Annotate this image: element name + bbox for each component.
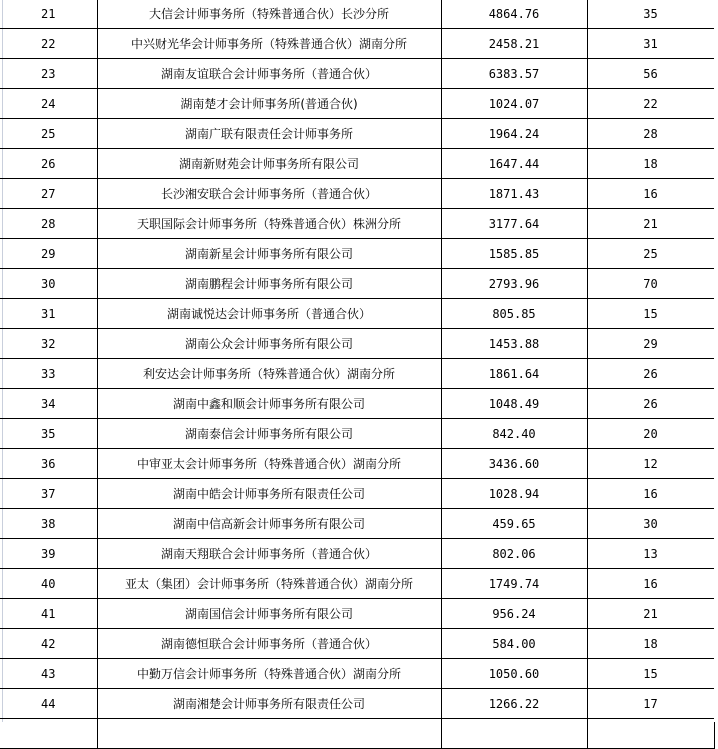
firm-name-cell: 亚太（集团）会计师事务所（特殊普通合伙）湖南分所 xyxy=(97,569,441,599)
table-row xyxy=(0,29,714,59)
firm-name-cell: 大信会计师事务所（特殊普通合伙）长沙分所 xyxy=(97,0,441,29)
count-cell: 28 xyxy=(587,119,714,149)
table-row xyxy=(0,149,714,179)
amount-cell: 1266.22 xyxy=(441,689,587,719)
count-cell: 26 xyxy=(587,359,714,389)
firm-name-cell: 湖南友谊联合会计师事务所（普通合伙） xyxy=(97,59,441,89)
row-index-cell: 30 xyxy=(0,269,97,299)
amount-cell: 1028.94 xyxy=(441,479,587,509)
row-index-cell: 27 xyxy=(0,179,97,209)
firm-name-cell: 湖南中信高新会计师事务所有限公司 xyxy=(97,509,441,539)
firm-name-cell: 湖南广联有限责任会计师事务所 xyxy=(97,119,441,149)
firm-name-cell: 天职国际会计师事务所（特殊普通合伙）株洲分所 xyxy=(97,209,441,239)
count-cell: 16 xyxy=(587,569,714,599)
table-row xyxy=(0,389,714,419)
amount-cell: 1585.85 xyxy=(441,239,587,269)
count-cell: 26 xyxy=(587,389,714,419)
amount-cell: 1861.64 xyxy=(441,359,587,389)
firm-name-cell: 湖南新财苑会计师事务所有限公司 xyxy=(97,149,441,179)
firm-name-cell: 湖南公众会计师事务所有限公司 xyxy=(97,329,441,359)
amount-cell: 4864.76 xyxy=(441,0,587,29)
row-index-cell: 35 xyxy=(0,419,97,449)
count-cell: 15 xyxy=(587,659,714,689)
count-cell: 29 xyxy=(587,329,714,359)
amount-cell: 1453.88 xyxy=(441,329,587,359)
table-row xyxy=(0,0,714,29)
table-row xyxy=(0,509,714,539)
row-index-cell: 33 xyxy=(0,359,97,389)
empty-cell xyxy=(0,719,97,749)
amount-cell: 1749.74 xyxy=(441,569,587,599)
table-row xyxy=(0,269,714,299)
table-row xyxy=(0,569,714,599)
row-index-cell: 21 xyxy=(0,0,97,29)
count-cell: 21 xyxy=(587,209,714,239)
row-index-cell: 44 xyxy=(0,689,97,719)
table-row xyxy=(0,89,714,119)
count-cell: 35 xyxy=(587,0,714,29)
count-cell: 25 xyxy=(587,239,714,269)
row-index-cell: 40 xyxy=(0,569,97,599)
firm-name-cell: 湖南诚悦达会计师事务所（普通合伙） xyxy=(97,299,441,329)
count-cell: 20 xyxy=(587,419,714,449)
amount-cell: 1871.43 xyxy=(441,179,587,209)
row-index-cell: 25 xyxy=(0,119,97,149)
amount-cell: 805.85 xyxy=(441,299,587,329)
firm-name-cell: 湖南湘楚会计师事务所有限责任公司 xyxy=(97,689,441,719)
row-index-cell: 22 xyxy=(0,29,97,59)
count-cell: 16 xyxy=(587,479,714,509)
amount-cell: 956.24 xyxy=(441,599,587,629)
amount-cell: 1647.44 xyxy=(441,149,587,179)
count-cell: 22 xyxy=(587,89,714,119)
count-cell: 16 xyxy=(587,179,714,209)
firm-name-cell: 湖南德恒联合会计师事务所（普通合伙） xyxy=(97,629,441,659)
table-row xyxy=(0,419,714,449)
table-row xyxy=(0,329,714,359)
amount-cell: 1048.49 xyxy=(441,389,587,419)
amount-cell: 2458.21 xyxy=(441,29,587,59)
table-row xyxy=(0,479,714,509)
row-index-cell: 41 xyxy=(0,599,97,629)
count-cell: 70 xyxy=(587,269,714,299)
count-cell: 30 xyxy=(587,509,714,539)
table-row xyxy=(0,599,714,629)
row-index-cell: 29 xyxy=(0,239,97,269)
empty-cell xyxy=(587,719,714,749)
table-row xyxy=(0,239,714,269)
row-index-cell: 34 xyxy=(0,389,97,419)
firm-name-cell: 中兴财光华会计师事务所（特殊普通合伙）湖南分所 xyxy=(97,29,441,59)
count-cell: 15 xyxy=(587,299,714,329)
table-row xyxy=(0,449,714,479)
table-row xyxy=(0,629,714,659)
row-index-cell: 39 xyxy=(0,539,97,569)
count-cell: 21 xyxy=(587,599,714,629)
firm-name-cell: 湖南中皓会计师事务所有限责任公司 xyxy=(97,479,441,509)
row-index-cell: 23 xyxy=(0,59,97,89)
table-row xyxy=(0,299,714,329)
table-row xyxy=(0,539,714,569)
row-index-cell: 32 xyxy=(0,329,97,359)
count-cell: 12 xyxy=(587,449,714,479)
count-cell: 13 xyxy=(587,539,714,569)
amount-cell: 6383.57 xyxy=(441,59,587,89)
table-row xyxy=(0,179,714,209)
table-row-partial xyxy=(0,719,714,749)
firm-name-cell: 中审亚太会计师事务所（特殊普通合伙）湖南分所 xyxy=(97,449,441,479)
row-index-cell: 42 xyxy=(0,629,97,659)
firm-name-cell: 湖南泰信会计师事务所有限公司 xyxy=(97,419,441,449)
count-cell: 18 xyxy=(587,629,714,659)
row-index-cell: 36 xyxy=(0,449,97,479)
empty-cell xyxy=(441,719,587,749)
count-cell: 31 xyxy=(587,29,714,59)
row-index-cell: 43 xyxy=(0,659,97,689)
table-row xyxy=(0,209,714,239)
count-cell: 18 xyxy=(587,149,714,179)
table-row xyxy=(0,359,714,389)
table-row xyxy=(0,59,714,89)
row-index-cell: 37 xyxy=(0,479,97,509)
table-row xyxy=(0,689,714,719)
row-index-cell: 38 xyxy=(0,509,97,539)
firm-name-cell: 湖南楚才会计师事务所(普通合伙) xyxy=(97,89,441,119)
firm-name-cell: 湖南中鑫和顺会计师事务所有限公司 xyxy=(97,389,441,419)
count-cell: 56 xyxy=(587,59,714,89)
firm-name-cell: 湖南天翔联合会计师事务所（普通合伙） xyxy=(97,539,441,569)
amount-cell: 1024.07 xyxy=(441,89,587,119)
firm-name-cell: 湖南鹏程会计师事务所有限公司 xyxy=(97,269,441,299)
table-row xyxy=(0,119,714,149)
empty-cell xyxy=(97,719,441,749)
count-cell: 17 xyxy=(587,689,714,719)
amount-cell: 2793.96 xyxy=(441,269,587,299)
amount-cell: 842.40 xyxy=(441,419,587,449)
table-row xyxy=(0,659,714,689)
amount-cell: 1050.60 xyxy=(441,659,587,689)
right-gutter xyxy=(714,0,718,722)
amount-cell: 3177.64 xyxy=(441,209,587,239)
amount-cell: 459.65 xyxy=(441,509,587,539)
amount-cell: 3436.60 xyxy=(441,449,587,479)
amount-cell: 584.00 xyxy=(441,629,587,659)
firm-name-cell: 中勤万信会计师事务所（特殊普通合伙）湖南分所 xyxy=(97,659,441,689)
row-index-cell: 24 xyxy=(0,89,97,119)
firm-name-cell: 湖南新星会计师事务所有限公司 xyxy=(97,239,441,269)
amount-cell: 1964.24 xyxy=(441,119,587,149)
firm-name-cell: 利安达会计师事务所（特殊普通合伙）湖南分所 xyxy=(97,359,441,389)
amount-cell: 802.06 xyxy=(441,539,587,569)
row-index-cell: 26 xyxy=(0,149,97,179)
firm-name-cell: 长沙湘安联合会计师事务所（普通合伙） xyxy=(97,179,441,209)
row-index-cell: 31 xyxy=(0,299,97,329)
row-index-cell: 28 xyxy=(0,209,97,239)
firm-name-cell: 湖南国信会计师事务所有限公司 xyxy=(97,599,441,629)
